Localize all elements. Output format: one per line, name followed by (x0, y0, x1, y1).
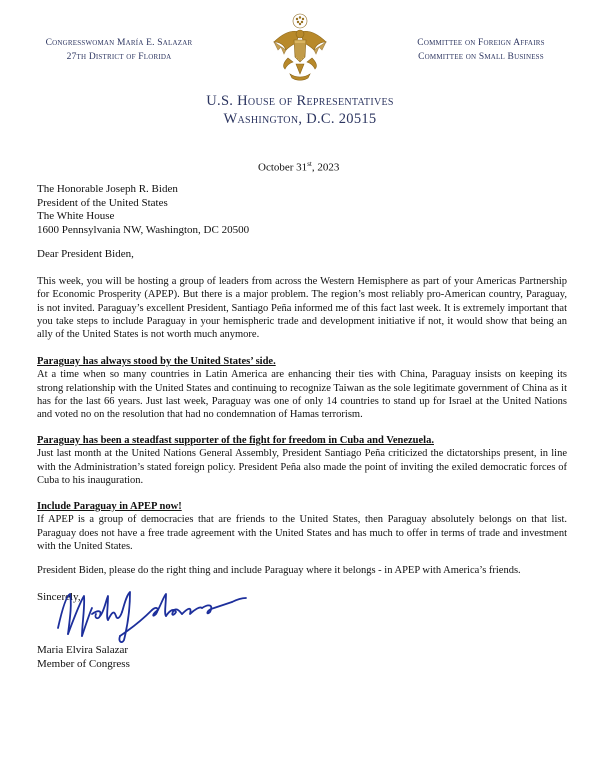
washington-address: Washington, D.C. 20515 (223, 111, 377, 127)
house-seal-eagle-icon (268, 12, 332, 84)
letter-date (258, 160, 339, 174)
committee-foreign-affairs: Committee on Foreign Affairs (417, 38, 545, 48)
section-heading-include-paraguay: Include Paraguay in APEP now! (37, 501, 182, 512)
closing-paragraph: President Biden, please do the right thing and include Paraguay where it belongs - in APEP with America’s friends. (37, 565, 521, 576)
recipient-address (37, 183, 249, 237)
house-of-representatives: U.S. House of Representatives (206, 93, 394, 109)
congresswoman-name: Congresswoman María E. Salazar (45, 38, 193, 48)
signature-block (37, 644, 130, 671)
date-month-day: October 31 (258, 161, 308, 174)
section-text-stood-by: At a time when so many countries in Latin America are enhancing their ties with China, Paraguay insists on keeping its strong relationship with the United States and continuing to recognize Taiwan as the sole legitimate government of China as it has for the last 66 years. Just last week, Paraguay was one of only 14 countries to stand up for Israel at the United Nations and voted no on the resolution that had no condemnation of Hamas terrorism. (37, 369, 567, 421)
house-address (0, 92, 600, 128)
recipient-title: President of the United States (37, 196, 168, 209)
section-text-include-paraguay: If APEP is a group of democracies that are friends to the United States, then Paraguay absolutely belongs on that list. Paraguay does not have a free trade agreement with the United States and has much to offer in terms of trade and investment with the United States. (37, 514, 567, 552)
letterhead-right (396, 36, 566, 64)
date-year: , 2023 (311, 161, 340, 174)
signer-name: Maria Elvira Salazar (37, 644, 129, 656)
section-include-paraguay (37, 500, 567, 553)
committee-small-business: Committee on Small Business (418, 52, 544, 62)
recipient-name: The Honorable Joseph R. Biden (37, 183, 178, 195)
district-line: 27th District of Florida (66, 52, 172, 62)
section-text-cuba-venezuela: Just last month at the United Nations General Assembly, President Santiago Peña criticized the dictatorships present, in line with the Administration’s stated foreign policy. President Peña also made the point of inviting the exiled democratic forces of Cuba to his inauguration. (37, 448, 567, 486)
intro-paragraph: This week, you will be hosting a group of leaders from across the Western Hemisphere as part of your Americas Partnership for Economic Prosperity (APEP). But there is a major problem. The region’s most reliably pro-American country, Paraguay, is not invited. Paraguay’s excellent President, Santiago Peña informed me of this fact last week. It is extremely important that you take steps to include Paraguay in your hemispheric trade and development initiative if not, it would show that being an ally of the United States is not worth much anymore. (37, 276, 567, 341)
section-heading-cuba-venezuela: Paraguay has been a steadfast supporter of the fight for freedom in Cuba and Venezuela. (37, 435, 434, 446)
date-suffix: st (307, 160, 312, 168)
recipient-org: The White House (37, 210, 115, 222)
section-cuba-venezuela (37, 434, 567, 487)
handwritten-signature (52, 588, 252, 644)
letterhead-left (34, 36, 204, 64)
signer-title: Member of Congress (37, 657, 130, 670)
section-heading-stood-by: Paraguay has always stood by the United States’ side. (37, 356, 276, 367)
closing-sincerely: Sincerely, (37, 591, 81, 603)
salutation: Dear President Biden, (37, 248, 134, 260)
section-stood-by (37, 355, 567, 421)
recipient-street: 1600 Pennsylvania NW, Washington, DC 20500 (37, 223, 250, 236)
